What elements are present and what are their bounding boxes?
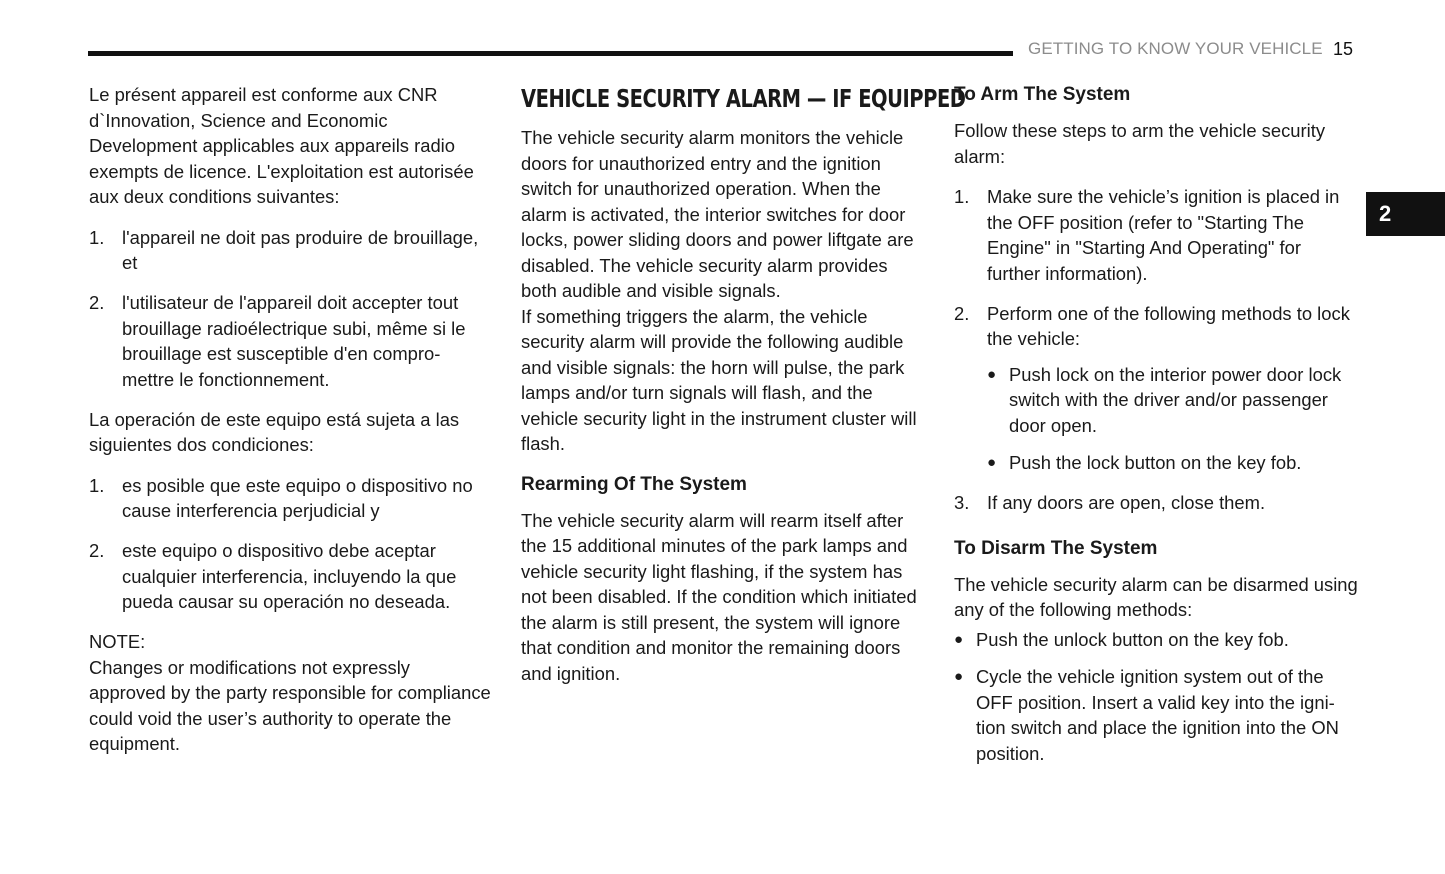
bullet-icon: ● xyxy=(987,365,997,383)
column-middle xyxy=(521,83,966,686)
french-conditions-list xyxy=(89,225,491,393)
note-text: Changes or modifications not expressly approved by the party responsible for compliance could void the user’s authority to operate the equipment. xyxy=(89,656,491,754)
note-label: NOTE: xyxy=(89,631,146,652)
bullet-icon: ● xyxy=(954,668,964,685)
list-item-text: este equipo o dispositivo debe aceptar cualquier interferencia, incluyendo la que pueda causar su operación no deseada. xyxy=(122,540,457,612)
column-right xyxy=(954,82,1359,778)
rearm-heading: Rearming Of The System xyxy=(521,473,747,495)
list-number: 1. xyxy=(954,186,970,207)
french-intro: Le présent appareil est conforme aux CNR d`Innovation, Science and Economic Development applicables aux appareils radio exempts de licence. L'exploitation est autorisée aux deux conditions suivantes: xyxy=(89,84,474,207)
chapter-tab: 2 xyxy=(1366,192,1445,236)
arm-heading: To Arm The System xyxy=(954,84,1131,105)
bullet-item xyxy=(954,627,1359,653)
rearm-text: The vehicle security alarm will rearm itself after the 15 additional minutes of the park lamps and vehicle security light flashing, if the system has not been disabled. If the condition which initiated the alarm is still present, the system will ignore that condition and monitor the remaining doors and ignition. xyxy=(521,509,917,684)
arm-steps-list xyxy=(954,184,1359,516)
bullet-text: Cycle the vehicle ignition system out of the OFF position. Insert a valid key into the igni-tion switch and place the ignition into the ON position. xyxy=(976,666,1339,764)
list-item-text: es posible que este equipo o dispositivo no cause interferencia perjudicial y xyxy=(122,474,473,521)
bullet-icon: ● xyxy=(987,454,997,471)
list-item xyxy=(89,290,491,392)
bullet-text: Push the unlock button on the key fob. xyxy=(976,628,1289,650)
list-item-text: If any doors are open, close them. xyxy=(987,492,1266,513)
bullet-text: Push the lock button on the key fob. xyxy=(1009,452,1302,473)
list-item-text: l'appareil ne doit pas produire de brouillage, et xyxy=(122,226,479,273)
list-number: 1. xyxy=(89,474,105,496)
list-item xyxy=(954,490,1359,516)
bullet-item xyxy=(987,450,1359,476)
list-number: 2. xyxy=(89,292,105,313)
bullet-item xyxy=(954,664,1359,766)
list-item-text: Perform one of the following methods to lock the vehicle: xyxy=(987,302,1350,349)
list-item xyxy=(89,538,491,615)
page-number: 15 xyxy=(1333,39,1354,59)
list-item xyxy=(89,225,491,276)
bullet-text: Push lock on the interior power door lock switch with the driver and/or passenger door open. xyxy=(1009,363,1342,436)
list-item xyxy=(954,184,1359,286)
alarm-signals: If something triggers the alarm, the vehicle security alarm will provide the following audible and visible signals: the horn will pulse, the park lamps and/or turn signals will flash, and the vehicle security light in the instrument cluster will flash. xyxy=(521,305,917,454)
list-number: 1. xyxy=(89,226,105,248)
spanish-conditions-list xyxy=(89,473,491,615)
disarm-methods-list xyxy=(954,627,1359,767)
running-header-title: GETTING TO KNOW YOUR VEHICLE xyxy=(1028,39,1323,58)
header-rule xyxy=(88,51,1013,56)
column-left xyxy=(89,82,491,757)
bullet-item xyxy=(987,362,1359,439)
arm-intro: Follow these steps to arm the vehicle security alarm: xyxy=(954,120,1326,167)
list-number: 3. xyxy=(954,492,970,513)
disarm-heading: To Disarm The System xyxy=(954,537,1158,559)
list-number: 2. xyxy=(954,302,970,324)
list-item-text: Make sure the vehicle’s ignition is placed in the OFF position (refer to "Starting The Engine" in "Starting And Operating" for further information). xyxy=(987,186,1340,284)
list-item xyxy=(954,301,1359,476)
alarm-description: The vehicle security alarm monitors the vehicle doors for unauthorized entry and the ignition switch for unauthorized operation. When the alarm is activated, the interior switches for door locks, power sliding doors and power liftgate are disabled. The vehicle security alarm provides both audible and visible signals. xyxy=(521,127,914,301)
spanish-intro: La operación de este equipo está sujeta a las siguientes dos condiciones: xyxy=(89,408,460,455)
section-title: VEHICLE SECURITY ALARM — IF EQUIPPED xyxy=(521,84,966,113)
list-number: 2. xyxy=(89,540,105,561)
lock-methods-list xyxy=(987,362,1359,476)
disarm-intro: The vehicle security alarm can be disarmed using any of the following methods: xyxy=(954,573,1358,620)
list-item-body xyxy=(987,301,1359,476)
bullet-icon: ● xyxy=(954,630,964,648)
list-item-text: l'utilisateur de l'appareil doit accepter tout brouillage radioélectrique subi, même si le brouillage est susceptible d'en compro-mettre le fonctionnement. xyxy=(122,292,466,390)
list-item xyxy=(89,473,491,524)
